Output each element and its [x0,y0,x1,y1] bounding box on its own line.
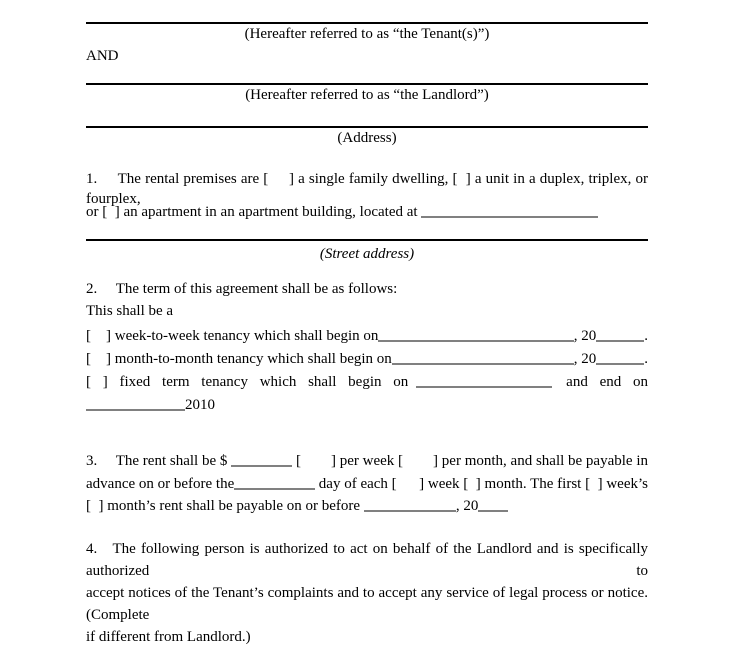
fixed-term-option-text: [ ] fixed term tenancy which shall begin on [86,374,409,390]
due-day-tail-text: day of each [ ] week [ ] month. The first [ ] week’s [315,476,648,492]
street-address-line [86,239,648,241]
fixed-begin-date-blank [416,382,552,388]
clause-3-line-2 [86,474,648,494]
fixed-end-year-text: 2010 [185,397,215,413]
address-caption: (Address) [337,130,397,146]
clause-4-line-1: 4. The following person is authorized to act on behalf of the Landlord and is specifically authorized to [86,541,648,579]
first-rent-year-prefix: , 20 [455,498,479,514]
rent-amount-blank [231,461,292,467]
clause-2-intro: 2. The term of this agreement shall be as follows: [86,281,398,297]
and-label: AND [86,48,119,64]
fixed-term-tail-text: and end on [566,374,648,390]
week-to-week-option-row [86,326,648,346]
fixed-end-date-row [86,395,648,415]
fixed-end-date-blank [86,405,185,411]
tenant-caption: (Hereafter referred to as “the Tenant(s)”) [244,26,490,42]
month-period: . [644,351,648,367]
rent-frequency-text: [ ] per week [ ] per month, and shall be payable in [292,453,648,469]
month-begin-date-blank [392,359,574,365]
clause-4-paragraph [86,538,648,648]
week-period: . [644,328,648,344]
week-year-blank [596,336,644,342]
first-rent-date-blank [364,506,456,512]
clause-3-line-3 [86,496,648,516]
clause-1-line-2-text: or [ ] an apartment in an apartment building, located at [86,204,422,220]
street-address-caption: (Street address) [319,246,415,262]
fixed-term-option-row [86,372,648,392]
rent-amount-lead-text: 3. The rent shall be $ [86,453,232,469]
month-to-month-option-row [86,349,648,369]
week-to-week-option-text: [ ] week-to-week tenancy which shall begin on [86,328,379,344]
first-rent-lead-text: [ ] month’s rent shall be payable on or before [86,498,364,514]
clause-2-lead-in: This shall be a [86,303,174,319]
first-rent-year-blank [478,506,508,512]
month-to-month-option-text: [ ] month-to-month tenancy which shall begin on [86,351,392,367]
clause-1-line-1: 1. The rental premises are [ ] a single family dwelling, [ ] a unit in a duplex, triplex, or fourplex, [86,171,648,207]
month-year-blank [596,359,644,365]
located-at-blank [421,212,598,218]
clause-1-line-2 [86,202,648,222]
advance-lead-text: advance on or before the [86,476,235,492]
clause-3-line-1 [86,451,648,471]
due-day-blank [234,484,315,490]
week-begin-date-blank [378,336,573,342]
month-year-prefix: , 20 [573,351,597,367]
week-year-prefix: , 20 [573,328,597,344]
clause-4-line-2: accept notices of the Tenant’s complaints and to accept any service of legal process or notice. (Complete [86,585,648,623]
clause-4-line-3: if different from Landlord.) [86,629,251,645]
landlord-caption: (Hereafter referred to as “the Landlord”) [245,87,489,103]
